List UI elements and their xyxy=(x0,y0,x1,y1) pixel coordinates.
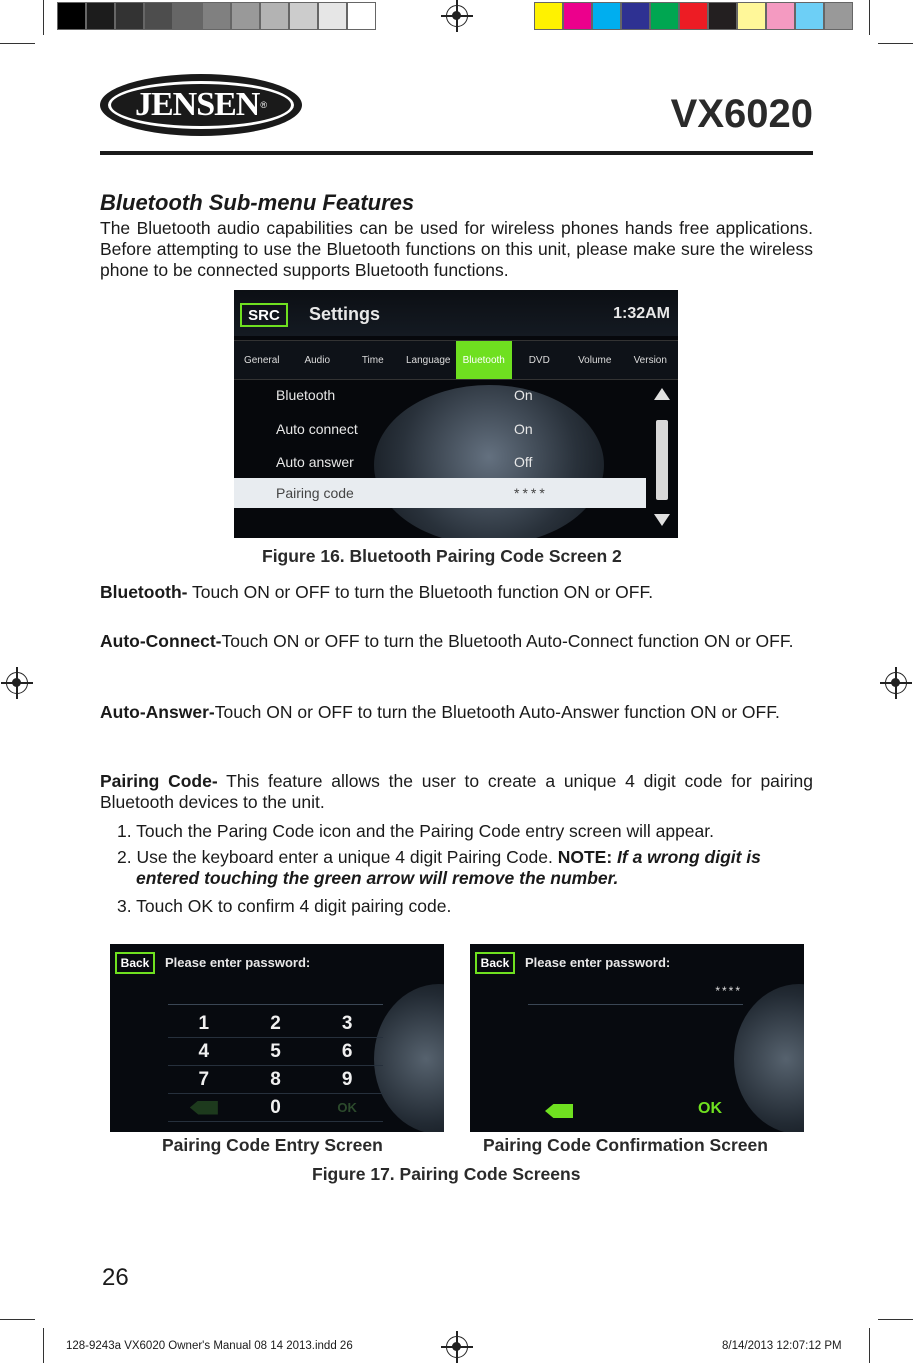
setting-row-auto-answer[interactable] xyxy=(234,447,646,477)
model-number: VX6020 xyxy=(670,92,813,136)
tab-volume[interactable]: Volume xyxy=(578,354,612,366)
password-field[interactable] xyxy=(168,978,383,1005)
term: Auto-Connect- xyxy=(100,631,222,651)
crop-mark xyxy=(0,43,35,44)
password-prompt: Please enter password: xyxy=(165,955,311,970)
password-prompt: Please enter password: xyxy=(525,955,671,970)
definition: This feature allows the user to create a unique 4 digit code for pairing Bluetooth devices to the unit. xyxy=(100,771,813,812)
desc-bluetooth xyxy=(100,582,813,603)
tab-version[interactable]: Version xyxy=(633,354,667,366)
slug-file: 128-9243a VX6020 Owner's Manual 08 14 2013.indd 26 xyxy=(66,1340,353,1352)
definition: Touch ON or OFF to turn the Bluetooth Auto-Connect function ON or OFF. xyxy=(221,631,794,651)
figure-16-caption: Figure 16. Bluetooth Pairing Code Screen 2 xyxy=(262,546,622,566)
term: Bluetooth- xyxy=(100,582,188,602)
key-ok[interactable]: OK xyxy=(311,1094,383,1122)
settings-topbar xyxy=(234,290,678,336)
tab-language[interactable]: Language xyxy=(406,354,451,366)
delete-arrow-icon[interactable] xyxy=(190,1101,218,1115)
setting-value[interactable]: **** xyxy=(514,485,548,501)
settings-screenshot xyxy=(234,290,678,538)
scroll-up-icon[interactable] xyxy=(654,388,670,400)
registration-mark-icon xyxy=(885,672,907,694)
setting-label: Auto answer xyxy=(276,454,354,470)
scroll-down-icon[interactable] xyxy=(654,514,670,526)
pairing-entry-screenshot xyxy=(110,944,444,1132)
grayscale-color-bar xyxy=(57,2,376,30)
badge-arc xyxy=(374,984,444,1132)
step-3: 3. Touch OK to confirm 4 digit pairing code. xyxy=(117,896,452,916)
key-2[interactable]: 2 xyxy=(240,1010,312,1038)
desc-auto-answer xyxy=(100,702,813,723)
process-color-bar xyxy=(534,2,853,30)
note-label: NOTE: xyxy=(557,847,613,867)
key-7[interactable]: 7 xyxy=(168,1066,240,1094)
crop-mark xyxy=(869,1328,870,1363)
tab-bluetooth[interactable]: Bluetooth xyxy=(456,341,512,379)
section-title: Bluetooth Sub-menu Features xyxy=(100,190,415,215)
confirm-screen-caption: Pairing Code Confirmation Screen xyxy=(483,1135,768,1155)
definition: Touch ON or OFF to turn the Bluetooth function ON or OFF. xyxy=(187,582,654,602)
setting-label: Bluetooth xyxy=(276,387,336,403)
crop-mark xyxy=(869,0,870,35)
setting-value[interactable]: On xyxy=(514,421,533,437)
setting-row-bluetooth[interactable] xyxy=(234,380,646,410)
password-field[interactable] xyxy=(528,978,743,1005)
delete-arrow-icon[interactable] xyxy=(545,1104,573,1118)
key-4[interactable]: 4 xyxy=(168,1038,240,1066)
settings-tabs xyxy=(234,340,678,380)
key-0[interactable]: 0 xyxy=(240,1094,312,1122)
registration-mark-icon xyxy=(6,672,28,694)
definition: Touch ON or OFF to turn the Bluetooth Auto-Answer function ON or OFF. xyxy=(214,702,780,722)
figure-17-caption: Figure 17. Pairing Code Screens xyxy=(312,1164,581,1184)
step-2 xyxy=(117,847,813,889)
page-number: 26 xyxy=(102,1264,129,1291)
back-button[interactable]: Back xyxy=(115,952,155,974)
step-1: 1. Touch the Paring Code icon and the Pairing Code entry screen will appear. xyxy=(117,821,714,841)
ok-button[interactable]: OK xyxy=(698,1100,722,1117)
term: Pairing Code- xyxy=(100,771,218,791)
clock: 1:32AM xyxy=(613,305,670,322)
entry-screen-caption: Pairing Code Entry Screen xyxy=(162,1135,383,1155)
setting-value[interactable]: Off xyxy=(514,454,533,470)
setting-label: Pairing code xyxy=(276,485,354,501)
setting-row-pairing-code[interactable] xyxy=(234,478,646,508)
note-text: If a wrong digit is entered touching the green arrow will remove the number. xyxy=(136,847,761,888)
setting-value[interactable]: On xyxy=(514,387,533,403)
tab-time[interactable]: Time xyxy=(361,354,384,366)
header-divider xyxy=(100,151,813,155)
key-1[interactable]: 1 xyxy=(168,1010,240,1038)
registration-mark-icon xyxy=(446,1336,468,1358)
key-8[interactable]: 8 xyxy=(240,1066,312,1094)
intro-paragraph: The Bluetooth audio capabilities can be used for wireless phones hands free applications. Before attempting to use the Bluetooth functions on this unit, please make sure the wireless phone to be connected supports Bluetooth functions. xyxy=(100,218,813,280)
setting-label: Auto connect xyxy=(276,421,358,437)
registered-mark: ® xyxy=(260,100,267,110)
entered-code: **** xyxy=(715,984,742,998)
logo-wordmark: JENSEN xyxy=(134,86,260,123)
settings-title: Settings xyxy=(309,304,381,324)
key-6[interactable]: 6 xyxy=(311,1038,383,1066)
desc-pairing-code xyxy=(100,771,813,813)
badge-arc xyxy=(734,984,804,1132)
key-9[interactable]: 9 xyxy=(311,1066,383,1094)
term: Auto-Answer- xyxy=(100,702,215,722)
back-button[interactable]: Back xyxy=(475,952,515,974)
key-3[interactable]: 3 xyxy=(311,1010,383,1038)
crop-mark xyxy=(43,1328,44,1363)
jensen-logo xyxy=(100,74,302,136)
crop-mark xyxy=(43,0,44,35)
tab-dvd[interactable]: DVD xyxy=(528,354,550,366)
key-5[interactable]: 5 xyxy=(240,1038,312,1066)
desc-auto-connect xyxy=(100,631,813,652)
slug-timestamp: 8/14/2013 12:07:12 PM xyxy=(722,1340,842,1352)
setting-row-auto-connect[interactable] xyxy=(234,414,646,444)
step-2-text: 2. Use the keyboard enter a unique 4 digit Pairing Code. xyxy=(117,847,558,867)
pairing-confirm-screenshot xyxy=(470,944,804,1132)
tab-audio[interactable]: Audio xyxy=(304,354,331,366)
scrollbar[interactable] xyxy=(656,420,668,500)
crop-mark xyxy=(878,43,913,44)
key-delete[interactable] xyxy=(168,1094,240,1122)
tab-general[interactable]: General xyxy=(243,354,280,366)
registration-mark-icon xyxy=(446,5,468,27)
numeric-keypad xyxy=(168,1010,383,1122)
crop-mark xyxy=(0,1319,35,1320)
src-button[interactable]: SRC xyxy=(240,303,288,327)
crop-mark xyxy=(878,1319,913,1320)
